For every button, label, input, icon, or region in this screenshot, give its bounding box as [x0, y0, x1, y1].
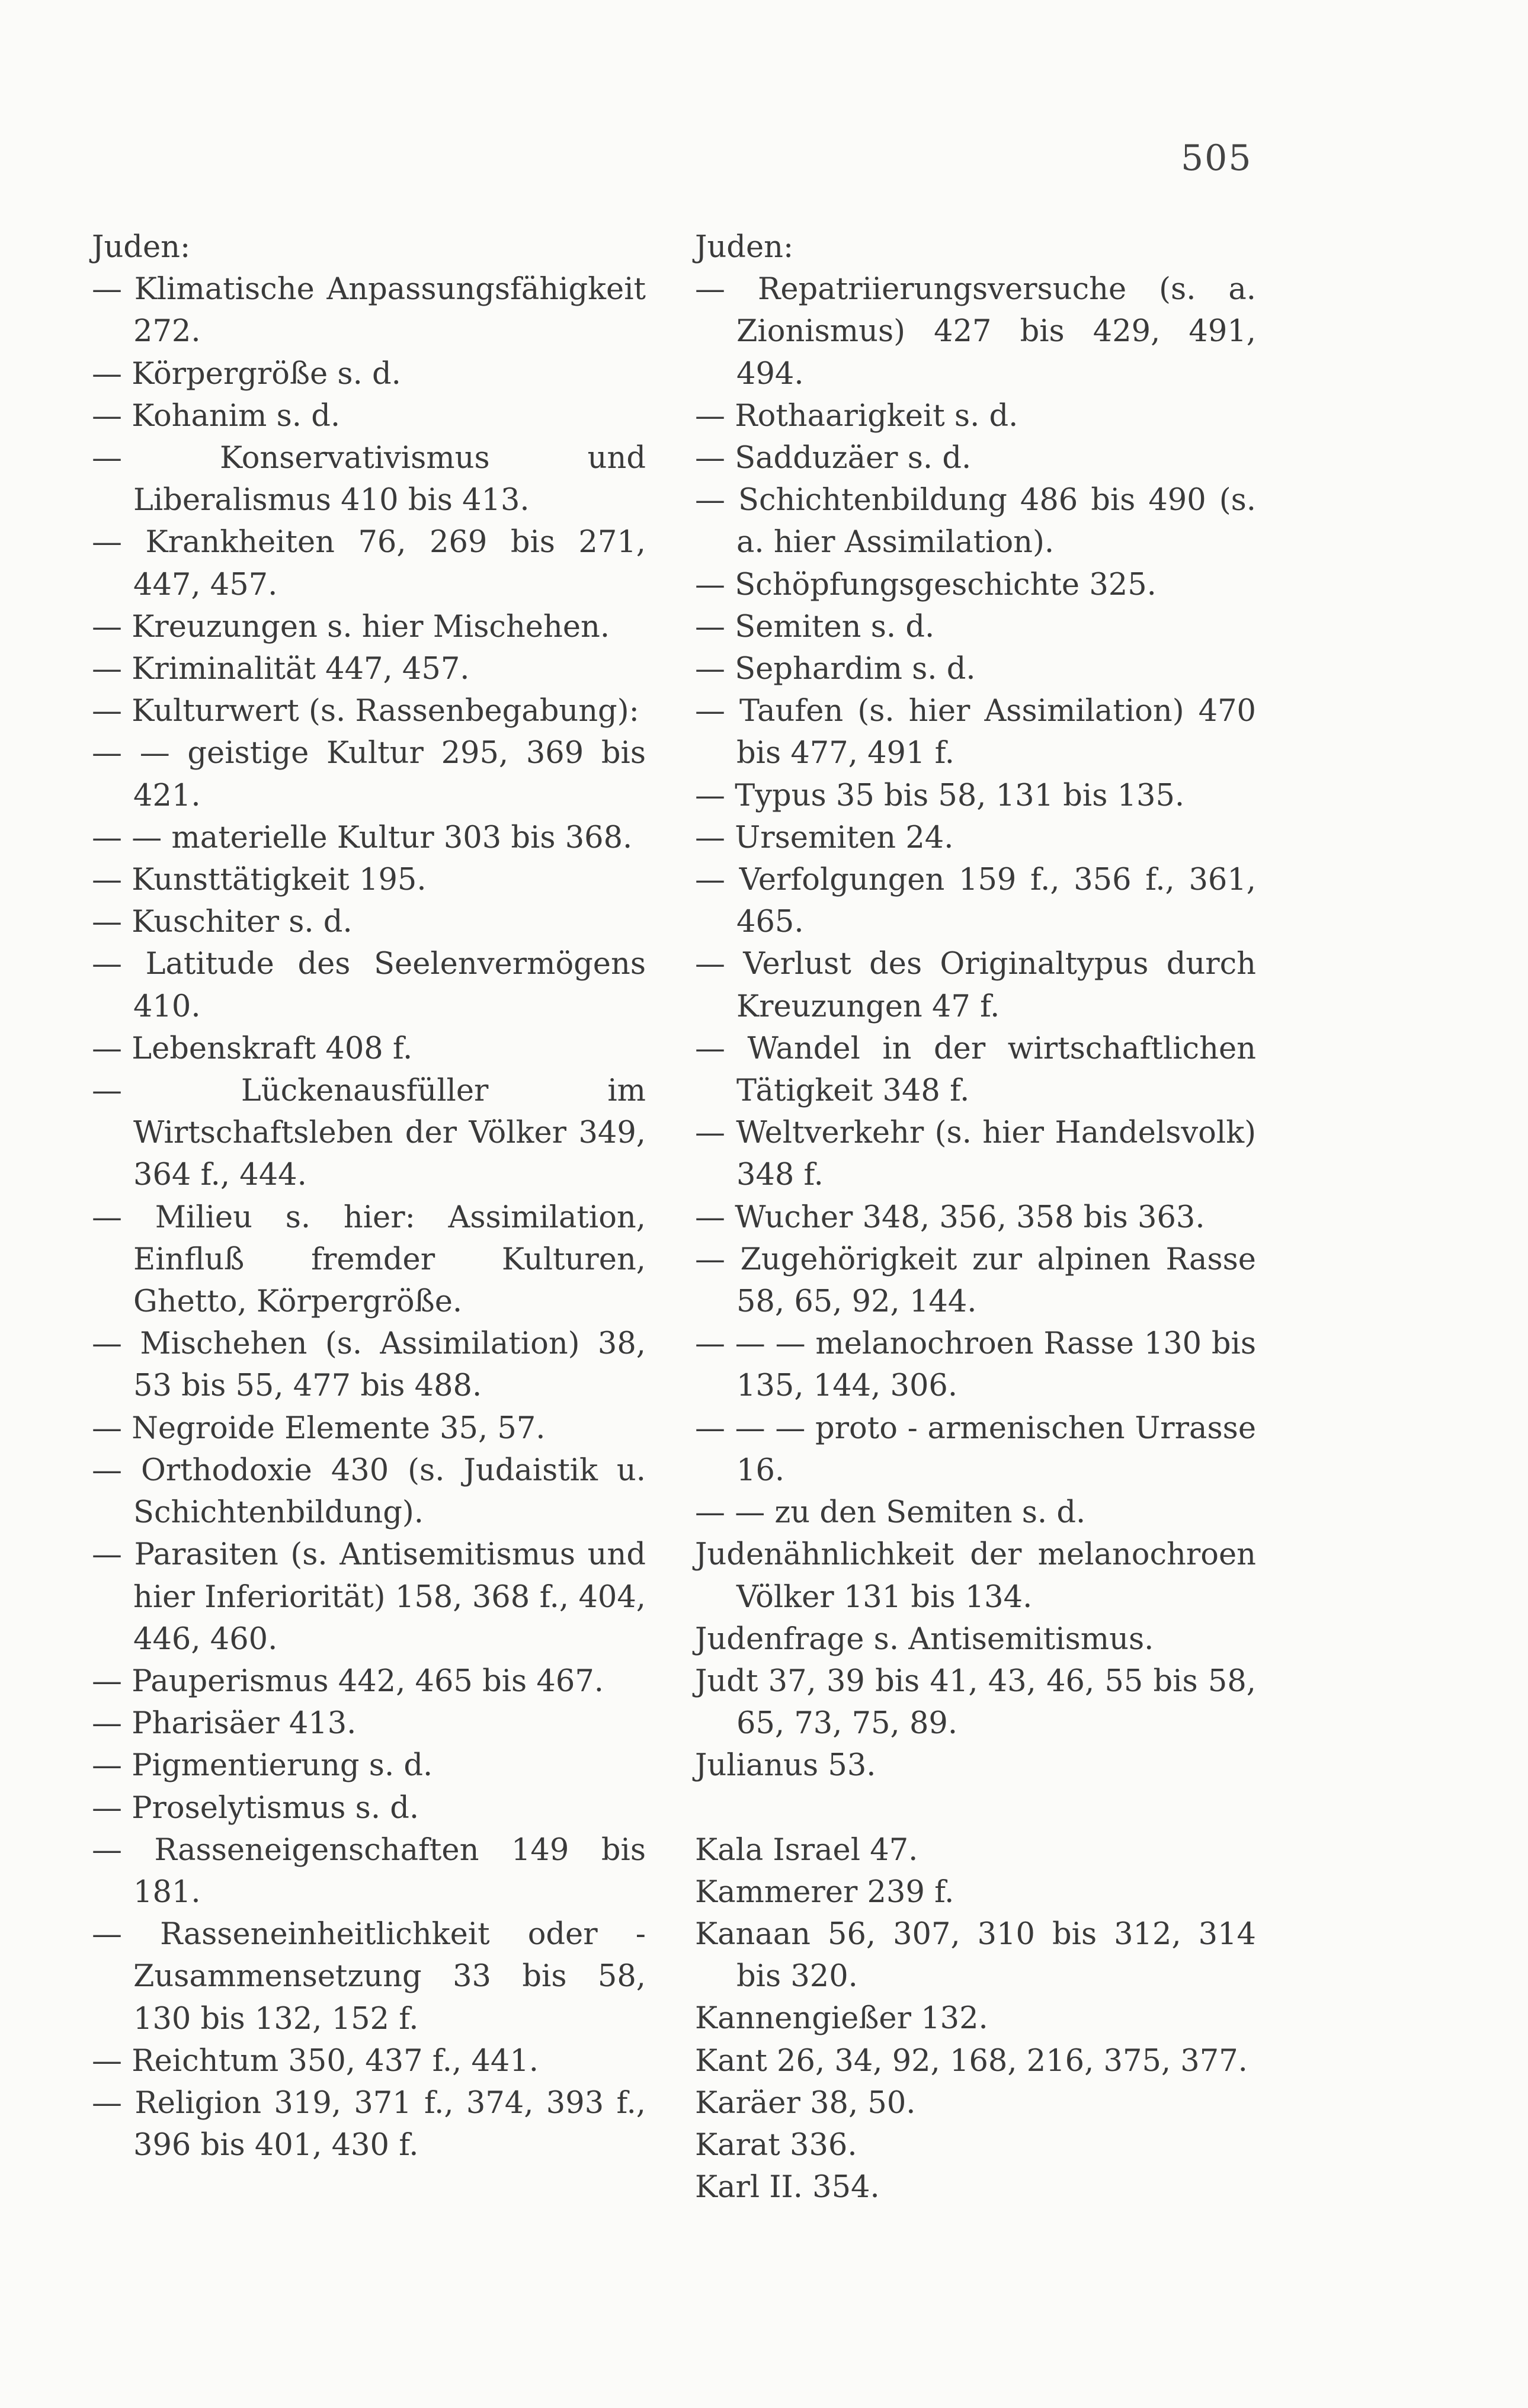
index-entry: — Schichtenbildung 486 bis 490 (s. a. hier Assimilation).: [695, 483, 1256, 560]
index-entry: — Taufen (s. hier Assimilation) 470 bis 477, 491 f.: [695, 694, 1256, 771]
index-entry: — Sephardim s. d.: [695, 652, 976, 687]
index-entry: Judenähnlichkeit der melanochroen Völker 131 bis 134.: [695, 1537, 1256, 1615]
index-entry: Karat 336.: [695, 2127, 857, 2163]
index-entry: — Religion 319, 371 f., 374, 393 f., 396 bis 401, 430 f.: [92, 2085, 646, 2163]
index-entry: Judenfrage s. Antisemitismus.: [695, 1621, 1154, 1657]
index-entry: — — zu den Semiten s. d.: [695, 1495, 1086, 1531]
index-entry: — Kulturwert (s. Rassenbegabung):: [92, 694, 639, 729]
section-gap: [695, 1787, 1256, 1829]
index-entry: — Latitude des Seelenvermögens 410.: [92, 947, 646, 1024]
index-entry: — Kreuzungen s. hier Mischehen.: [92, 609, 610, 645]
index-entry: — Repatriierungsversuche (s. a. Zionismus) 427 bis 429, 491, 494.: [695, 272, 1256, 392]
index-entry: — — materielle Kultur 303 bis 368.: [92, 820, 633, 855]
index-entry: — Wandel in der wirtschaftlichen Tätigkeit 348 f.: [695, 1031, 1256, 1109]
index-entry: — Lebenskraft 408 f.: [92, 1031, 413, 1066]
index-entry: — Sadduzäer s. d.: [695, 441, 972, 476]
index-entry: Kanaan 56, 307, 310 bis 312, 314 bis 320.: [695, 1916, 1256, 1995]
index-entry: — Kuschiter s. d.: [92, 905, 353, 940]
right-column: [695, 226, 1256, 2208]
index-entry: Karl II. 354.: [695, 2170, 880, 2205]
index-entry: — — — melanochroen Rasse 130 bis 135, 144, 306.: [695, 1326, 1256, 1404]
index-entry: — Schöpfungsgeschichte 325.: [695, 567, 1157, 602]
index-entry: Juden:: [695, 230, 794, 265]
left-column: [92, 226, 646, 2166]
page-number: 505: [1181, 137, 1252, 179]
index-entry: Kannengießer 132.: [695, 2001, 988, 2037]
index-entry: — Kriminalität 447, 457.: [92, 652, 470, 687]
index-entry: Kant 26, 34, 92, 168, 216, 375, 377.: [695, 2043, 1248, 2079]
index-entry: — Reichtum 350, 437 f., 441.: [92, 2043, 539, 2079]
index-entry: — Verfolgungen 159 f., 356 f., 361, 465.: [695, 862, 1256, 940]
index-entry: — Orthodoxie 430 (s. Judaistik u. Schichtenbildung).: [92, 1453, 646, 1531]
index-entry: Kammerer 239 f.: [695, 1874, 954, 1910]
index-entry: — Verlust des Originaltypus durch Kreuzungen 47 f.: [695, 947, 1256, 1024]
index-entry: — Körpergröße s. d.: [92, 356, 401, 392]
index-entry: Kala Israel 47.: [695, 1832, 918, 1868]
index-entry: — Kunsttätigkeit 195.: [92, 862, 427, 898]
index-entry: Judt 37, 39 bis 41, 43, 46, 55 bis 58, 65, 73, 75, 89.: [695, 1663, 1256, 1742]
index-entry: — Typus 35 bis 58, 131 bis 135.: [695, 778, 1185, 813]
index-entry: — Pigmentierung s. d.: [92, 1748, 433, 1784]
index-entry: — Weltverkehr (s. hier Handelsvolk) 348 f.: [695, 1115, 1256, 1193]
index-entry: Julianus 53.: [695, 1748, 876, 1784]
index-entry: — Ursemiten 24.: [695, 820, 954, 855]
index-entry: — Rasseneinheitlichkeit oder -Zusammensetzung 33 bis 58, 130 bis 132, 152 f.: [92, 1917, 646, 2037]
index-entry: — Pharisäer 413.: [92, 1706, 357, 1742]
index-entry: — Rasseneigenschaften 149 bis 181.: [92, 1832, 646, 1910]
index-entry: — Krankheiten 76, 269 bis 271, 447, 457.: [92, 525, 646, 602]
index-entry: — — — proto - armenischen Urrasse 16.: [695, 1410, 1256, 1488]
index-entry: — Kohanim s. d.: [92, 398, 341, 434]
index-entry: — Pauperismus 442, 465 bis 467.: [92, 1663, 604, 1699]
index-entry: Juden:: [92, 230, 191, 265]
index-entry: — Mischehen (s. Assimilation) 38, 53 bis 55, 477 bis 488.: [92, 1326, 646, 1404]
index-entry: — Lückenausfüller im Wirtschaftsleben der Völker 349, 364 f., 444.: [92, 1073, 646, 1193]
index-entry: — — geistige Kultur 295, 369 bis 421.: [92, 736, 646, 813]
index-entry: — Rothaarigkeit s. d.: [695, 398, 1018, 434]
index-entry: — Parasiten (s. Antisemitismus und hier Inferiorität) 158, 368 f., 404, 446, 460.: [92, 1537, 646, 1657]
index-entry: — Zugehörigkeit zur alpinen Rasse 58, 65, 92, 144.: [695, 1242, 1256, 1320]
index-entry: — Konservativismus und Liberalismus 410 bis 413.: [92, 441, 646, 518]
index-entry: — Wucher 348, 356, 358 bis 363.: [695, 1200, 1205, 1235]
index-entry: — Semiten s. d.: [695, 609, 935, 645]
index-entry: Karäer 38, 50.: [695, 2085, 916, 2121]
index-entry: — Klimatische Anpassungsfähigkeit 272.: [92, 272, 646, 350]
index-entry: — Milieu s. hier: Assimilation, Einfluß fremder Kulturen, Ghetto, Körpergröße.: [92, 1200, 646, 1320]
index-entry: — Negroide Elemente 35, 57.: [92, 1410, 546, 1446]
index-entry: — Proselytismus s. d.: [92, 1790, 419, 1826]
